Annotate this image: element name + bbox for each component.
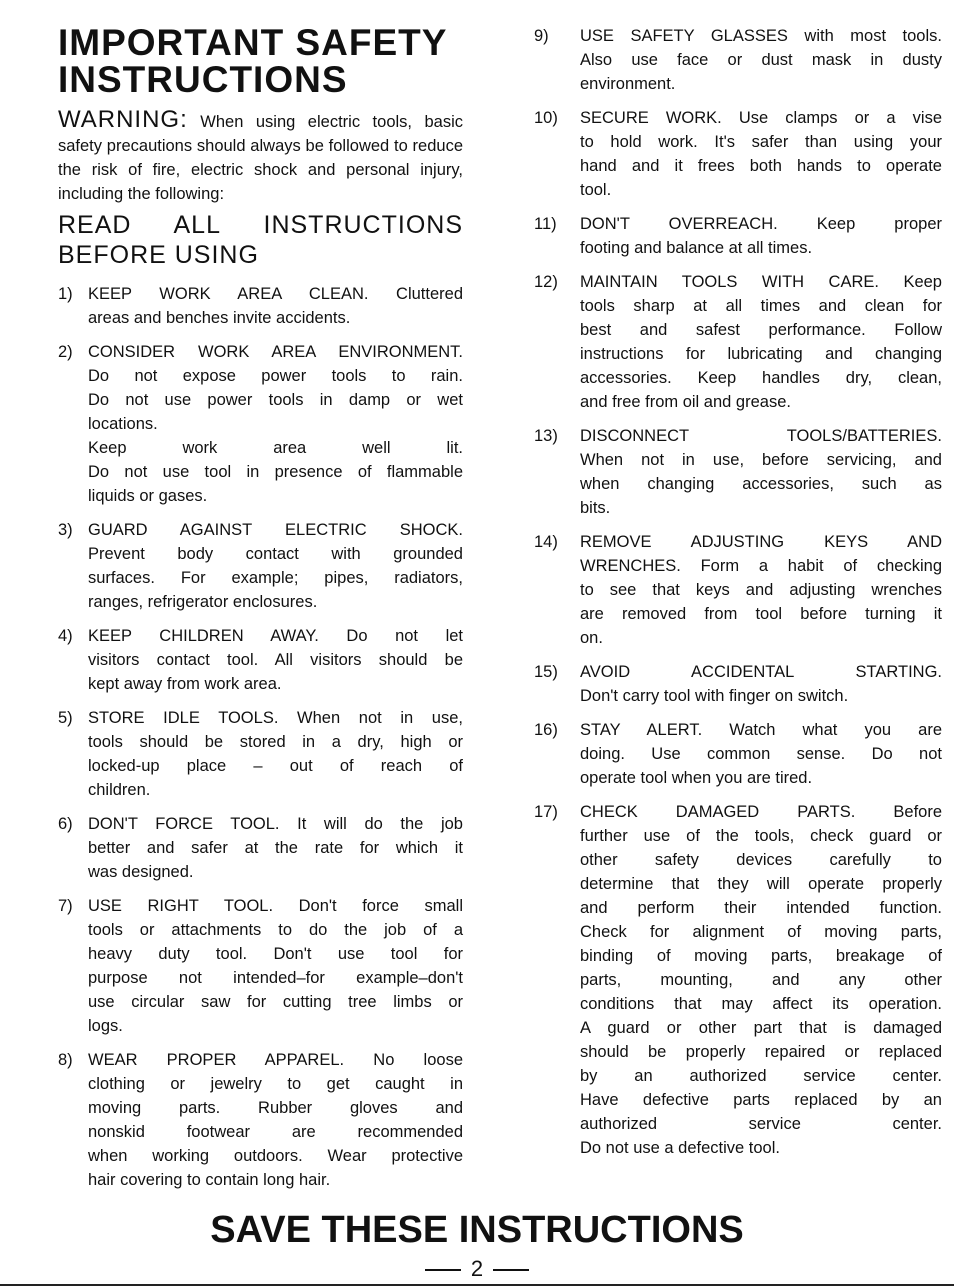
item-number: 5) [58,709,73,727]
item-line: on. [580,629,603,647]
item-number: 15) [534,663,558,681]
item-line: WRENCHES. Form a habit of checking [580,557,942,575]
item-line: environment. [580,75,676,93]
item-line: instructions for lubricating and changing [580,345,942,363]
item-line: locked-up place – out of reach of [88,757,463,775]
item-line: doing. Use common sense. Do not [580,745,942,763]
item-line: by an authorized service center. [580,1067,942,1085]
item-line: operate tool when you are tired. [580,769,813,787]
item-number: 12) [534,273,558,291]
page-number: 2 [470,1256,484,1281]
item-line: STORE IDLE TOOLS. When not in use, [88,709,463,727]
item-line: moving parts. Rubber gloves and [88,1099,463,1117]
item-line: authorized service center. [580,1115,942,1133]
item-line: hair covering to contain long hair. [88,1171,331,1189]
item-number: 8) [58,1051,73,1069]
item-line: was designed. [88,863,194,881]
instruction-item [58,1048,463,1192]
item-number: 6) [58,815,73,833]
item-number: 17) [534,803,558,821]
instruction-item [534,530,942,650]
item-line: GUARD AGAINST ELECTRIC SHOCK. [88,521,463,539]
item-line: heavy duty tool. Don't use tool for [88,945,463,963]
item-line: accessories. Keep handles dry, clean, [580,369,942,387]
item-line: logs. [88,1017,123,1035]
item-line: parts, mounting, and any other [580,971,942,989]
item-line: Do not use a defective tool. [580,1139,780,1157]
item-line: tools sharp at all times and clean for [580,297,942,315]
footer-dash-left [425,1269,461,1271]
item-line: binding of moving parts, breakage of [580,947,942,965]
item-line: Do not use power tools in damp or wet [88,391,463,409]
instruction-item [534,270,942,414]
left-column [58,24,463,1202]
item-line: CONSIDER WORK AREA ENVIRONMENT. [88,343,463,361]
item-line: children. [88,781,151,799]
right-instruction-list [534,24,942,1160]
read-all-line: BEFORE USING [58,241,259,269]
instruction-item [58,812,463,884]
item-line: Do not use tool in presence of flammable [88,463,463,481]
item-line: better and safer at the rate for which it [88,839,463,857]
item-line: to see that keys and adjusting wrenches [580,581,942,599]
item-line: USE RIGHT TOOL. Don't force small [88,897,463,915]
item-line: CHECK DAMAGED PARTS. Before [580,803,942,821]
item-number: 10) [534,109,558,127]
item-number: 3) [58,521,73,539]
item-line: USE SAFETY GLASSES with most tools. [580,27,942,45]
item-line: liquids or gases. [88,487,208,505]
item-line: other safety devices carefully to [580,851,942,869]
item-line: STAY ALERT. Watch what you are [580,721,942,739]
item-line: determine that they will operate properly [580,875,942,893]
page-title [58,24,463,98]
item-line: further use of the tools, check guard or [580,827,942,845]
instruction-item [534,424,942,520]
warning-label: WARNING: [58,106,188,133]
instruction-item [534,718,942,790]
instruction-item [534,212,942,260]
item-line: DON'T OVERREACH. Keep proper [580,215,942,233]
item-line: kept away from work area. [88,675,282,693]
instruction-item [534,660,942,708]
item-line: when working outdoors. Wear protective [88,1147,463,1165]
item-line: REMOVE ADJUSTING KEYS AND [580,533,942,551]
item-line: bits. [580,499,611,517]
item-line: surfaces. For example; pipes, radiators, [88,569,463,587]
instruction-item [534,800,942,1160]
warning-text: When using electric tools, basic safety precautions should always be followed to reduce the risk of fire, electric shock and personal injury, including the following: [58,113,463,203]
item-line: nonskid footwear are recommended [88,1123,463,1141]
item-line: Also use face or dust mask in dusty [580,51,942,69]
item-line: tool. [580,181,612,199]
instruction-item [58,282,463,330]
instruction-item [58,340,463,508]
item-line: purpose not intended–for example–don't [88,969,463,987]
item-line: Keep work area well lit. [88,439,463,457]
item-line: hand and it frees both hands to operate [580,157,942,175]
instruction-item [534,24,942,96]
item-line: visitors contact tool. All visitors should be [88,651,463,669]
item-number: 13) [534,427,558,445]
item-line: AVOID ACCIDENTAL STARTING. [580,663,942,681]
read-all-line: READ ALL INSTRUCTIONS [58,211,463,239]
item-line: Do not expose power tools to rain. [88,367,463,385]
item-line: KEEP WORK AREA CLEAN. Cluttered [88,285,463,303]
item-line: are removed from tool before turning it [580,605,942,623]
item-line: SECURE WORK. Use clamps or a vise [580,109,942,127]
instruction-item [534,106,942,202]
footer-dash-right [493,1269,529,1271]
item-line: when changing accessories, such as [580,475,942,493]
warning-paragraph [58,108,463,206]
item-line: WEAR PROPER APPAREL. No loose [88,1051,463,1069]
right-column [534,24,942,1170]
item-line: tools or attachments to do the job of a [88,921,463,939]
read-all-heading [58,210,463,270]
item-number: 14) [534,533,558,551]
item-line: areas and benches invite accidents. [88,309,351,327]
item-number: 9) [534,27,549,45]
item-line: clothing or jewelry to get caught in [88,1075,463,1093]
instruction-item [58,894,463,1038]
instruction-item [58,518,463,614]
item-line: best and safest performance. Follow [580,321,942,339]
item-line: DISCONNECT TOOLS/BATTERIES. [580,427,942,445]
page-footer [0,1256,954,1282]
left-instruction-list [58,282,463,1192]
item-number: 11) [534,215,557,233]
instruction-item [58,624,463,696]
item-number: 16) [534,721,558,739]
title-line: IMPORTANT SAFETY [58,22,448,63]
instruction-item [58,706,463,802]
item-line: conditions that may affect its operation. [580,995,942,1013]
item-line: use circular saw for cutting tree limbs or [88,993,463,1011]
item-line: Have defective parts replaced by an [580,1091,942,1109]
item-line: MAINTAIN TOOLS WITH CARE. Keep [580,273,942,291]
item-line: When not in use, before servicing, and [580,451,942,469]
item-number: 7) [58,897,73,915]
save-instructions-heading: SAVE THESE INSTRUCTIONS [210,1209,744,1251]
item-line: tools should be stored in a dry, high or [88,733,463,751]
item-line: should be properly repaired or replaced [580,1043,942,1061]
item-line: KEEP CHILDREN AWAY. Do not let [88,627,463,645]
item-number: 2) [58,343,73,361]
page-bottom-edge [0,1284,954,1286]
item-line: and perform their intended function. [580,899,942,917]
item-number: 4) [58,627,73,645]
item-line: ranges, refrigerator enclosures. [88,593,318,611]
item-line: Check for alignment of moving parts, [580,923,942,941]
item-line: to hold work. It's safer than using your [580,133,942,151]
item-line: and free from oil and grease. [580,393,791,411]
title-line: INSTRUCTIONS [58,59,348,100]
item-line: locations. [88,415,158,433]
item-line: A guard or other part that is damaged [580,1019,942,1037]
item-line: DON'T FORCE TOOL. It will do the job [88,815,463,833]
item-number: 1) [58,285,73,303]
item-line: Prevent body contact with grounded [88,545,463,563]
item-line: Don't carry tool with finger on switch. [580,687,849,705]
item-line: footing and balance at all times. [580,239,813,257]
